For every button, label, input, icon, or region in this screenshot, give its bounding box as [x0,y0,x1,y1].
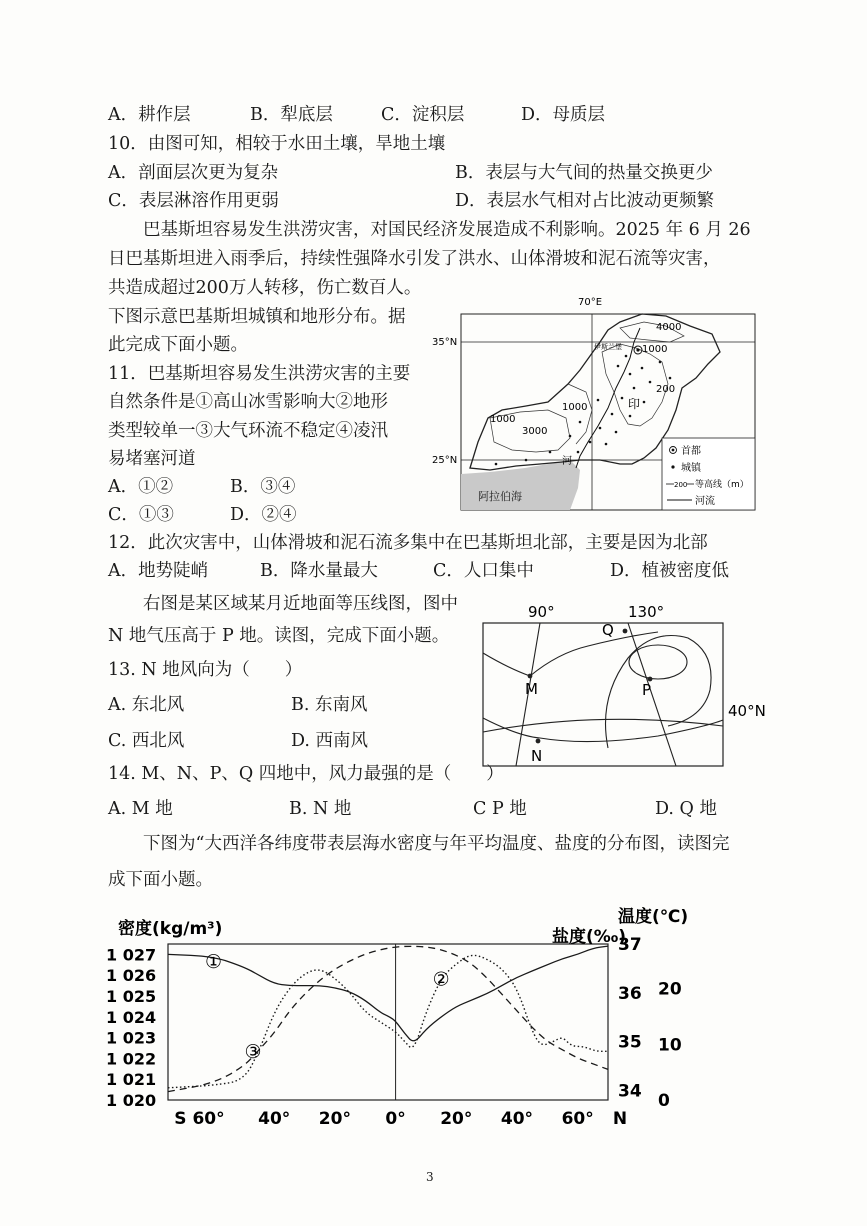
pakistan-intro-line4: 下图示意巴基斯坦城镇和地形分布。据 [108,307,406,327]
density-axis-title: 密度(kg/m³) [118,919,223,939]
q13-option-d: D. 西南风 [291,731,369,751]
q13-option-a: A. 东北风 [108,695,185,715]
atlantic-intro-line2: 成下面小题。 [108,870,213,890]
density-tick-label: 1 024 [106,1007,157,1027]
q14-option-b: B. N 地 [289,799,352,819]
q9-option-a: A．耕作层 [108,105,191,125]
q11-line3: 类型较单一③大气环流不稳定④凌汛 [108,421,388,441]
series-label-2: ② [432,968,450,991]
series-line-1 [168,946,608,1041]
contour-4000: 4000 [656,322,682,333]
density-tick-label: 1 021 [106,1070,157,1090]
q11-line4: 易堵塞河道 [108,449,196,469]
sea-label: 阿拉伯海 [478,490,522,503]
density-tick-label: 1 020 [106,1091,157,1110]
q10-option-b: B．表层与大气间的热量交换更少 [455,163,713,183]
lat-25n-label: 25°N [432,455,458,466]
q10-option-c: C．表层淋溶作用更弱 [108,191,279,211]
density-tick-label: 1 026 [106,966,157,986]
x-tick-label: 20° [318,1109,351,1129]
pakistan-map [430,292,756,512]
q11-option-b: B．③④ [230,477,296,497]
lon-130-label: 130° [628,603,665,621]
q12-option-a: A．地势陡峭 [108,561,209,581]
contour-1000-mid: 1000 [562,402,588,413]
point-m: M [525,680,538,698]
salinity-tick-label: 36 [618,983,642,1004]
q12-option-c: C．人口集中 [433,561,534,581]
point-n: N [531,747,543,765]
x-tick-label: 20° [440,1109,473,1129]
atlantic-chart [100,898,720,1130]
point-q: Q [602,621,614,639]
q13-stem: 13. N 地风向为（ ） [108,660,303,680]
contour-1000-north: 1000 [642,344,668,355]
salinity-tick-label: 35 [618,1032,642,1053]
pakistan-intro-line2: 日巴基斯坦进入雨季后，持续性强降水引发了洪水、山体滑坡和泥石流等灾害， [108,249,721,269]
temperature-axis-title: 温度(℃) [618,907,689,927]
river-label-yin: 印 [628,397,641,411]
series-line-2 [168,955,608,1087]
salinity-tick-label: 37 [618,935,642,955]
q13-option-c: C. 西北风 [108,731,185,751]
atlantic-intro-line1: 下图为“大西洋各纬度带表层海水密度与年平均温度、盐度的分布图，读图完 [143,834,730,854]
q11-option-d: D．②④ [230,505,297,525]
density-tick-label: 1 027 [106,945,157,965]
x-tick-label: 60° [561,1109,594,1129]
q14-option-a: A. M 地 [108,799,173,819]
pakistan-intro-line3: 共造成超过200万人转移，伤亡数百人。 [108,278,422,298]
q11-option-a: A．①② [108,477,174,497]
capital-label: 伊斯兰堡 [594,343,622,351]
isobar-intro-line2: N 地气压高于 P 地。读图，完成下面小题。 [108,626,450,646]
legend-town: 城镇 [681,463,701,474]
q10-option-a: A．剖面层次更为复杂 [108,163,279,183]
q10-option-d: D．表层水气相对占比波动更频繁 [455,191,715,211]
q12-stem: 12．此次灾害中，山体滑坡和泥石流多集中在巴基斯坦北部，主要是因为北部 [108,533,708,553]
lat-40n-label: 40°N [728,702,766,720]
x-tick-label: 40° [258,1109,291,1129]
q10-stem: 10．由图可知，相较于水田土壤，旱地土壤 [108,134,446,154]
q13-option-b: B. 东南风 [291,695,368,715]
isobar-map [478,598,768,773]
salinity-axis-title: 盐度(‰) [552,927,627,947]
density-tick-label: 1 022 [106,1049,157,1069]
contour-3000: 3000 [522,426,548,437]
x-tick-label: 40° [500,1109,534,1129]
q9-option-d: D．母质层 [521,105,606,125]
q14-option-d: D. Q 地 [655,799,717,819]
lat-35n-label: 35°N [432,337,458,348]
legend-river: 河流 [695,496,715,507]
legend-contour: 等高线（m） [695,480,749,490]
q9-option-b: B．犁底层 [250,105,333,125]
x-tick-label: S 60° [174,1109,225,1129]
isobar-intro-line1: 右图是某区域某月近地面等压线图，图中 [143,594,458,614]
salinity-tick-label: 34 [618,1081,642,1102]
q11-line1: 11．巴基斯坦容易发生洪涝灾害的主要 [108,364,411,384]
legend-contour-sample: 200 [674,481,688,489]
temperature-tick-label: 0 [658,1091,670,1111]
q12-option-b: B．降水量最大 [260,561,378,581]
x-tick-label: N [612,1109,628,1129]
density-tick-label: 1 025 [106,987,157,1006]
density-tick-label: 1 023 [106,1028,157,1048]
x-tick-label: 0° [385,1109,406,1129]
q11-option-c: C．①③ [108,505,174,525]
pakistan-intro-line1: 巴基斯坦容易发生洪涝灾害，对国民经济发展造成不利影响。2025 年 6 月 26 [143,220,751,240]
temperature-tick-label: 10 [658,1035,682,1056]
temperature-tick-label: 20 [658,979,682,1000]
river-label-he: 河 [562,456,572,467]
contour-1000-west: 1000 [490,414,516,425]
lon-90-label: 90° [528,603,555,621]
series-line-3 [168,946,608,1091]
pakistan-intro-line5: 此完成下面小题。 [108,335,248,355]
page-number: 3 [426,1170,434,1184]
lon-70e-label: 70°E [578,297,603,308]
legend-capital: 首都 [681,446,701,457]
series-label-3: ③ [244,1041,262,1064]
series-label-1: ① [204,950,223,973]
q14-stem: 14. M、N、P、Q 四地中，风力最强的是（ ） [108,764,504,784]
q9-option-c: C．淀积层 [381,105,465,125]
q14-option-c: C P 地 [473,799,527,819]
contour-200: 200 [656,384,676,395]
q11-line2: 自然条件是①高山冰雪影响大②地形 [108,392,388,412]
q12-option-d: D．植被密度低 [610,561,730,581]
point-p: P [642,681,652,699]
